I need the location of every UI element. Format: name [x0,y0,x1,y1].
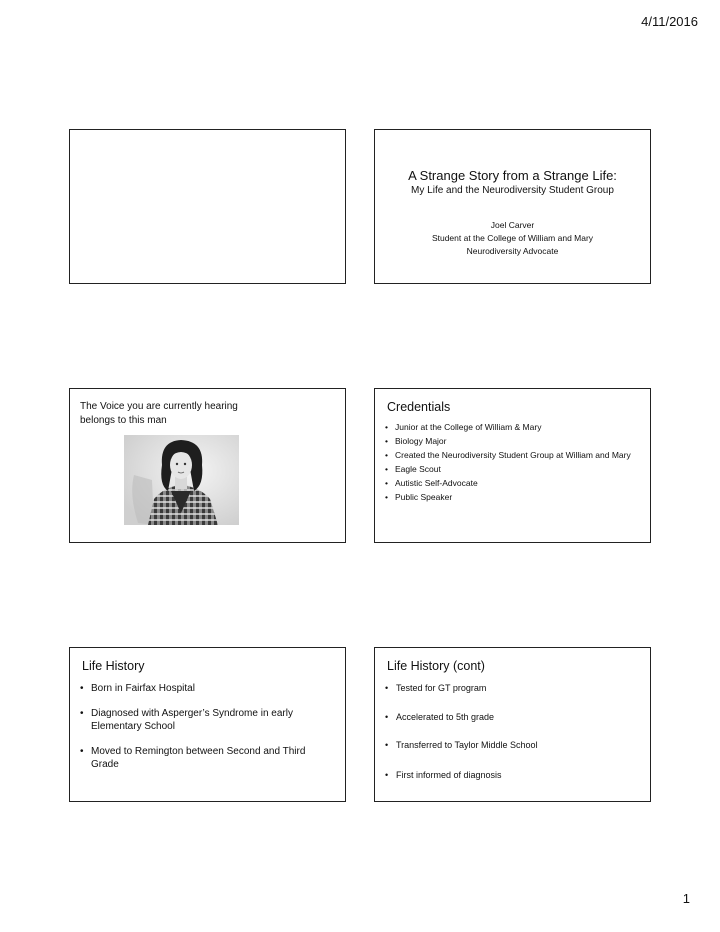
author-role: Neurodiversity Advocate [466,246,559,256]
title-block [375,168,650,196]
presentation-title: A Strange Story from a Strange Life: [408,168,617,183]
list-item: • Autistic Self-Advocate [385,478,642,489]
list-item: • First informed of diagnosis [385,769,640,782]
slide-6-life-history-cont [374,647,651,802]
slide-3-voice [69,388,346,543]
list-item: • Tested for GT program [385,682,640,695]
life-history-title: Life History [82,659,145,673]
life-history-list [80,682,335,783]
author-name: Joel Carver [490,220,535,230]
author-block [375,219,650,258]
credentials-title: Credentials [387,400,451,414]
life-history-cont-list [385,682,640,782]
list-item: • Created the Neurodiversity Student Group at William and Mary [385,450,642,461]
list-item: • Moved to Remington between Second and Third Grade [80,745,335,771]
author-affiliation: Student at the College of William and Mary [431,233,594,243]
list-item: • Born in Fairfax Hospital [80,682,335,695]
voice-caption: The Voice you are currently hearing belongs to this man [80,401,238,426]
list-item: • Biology Major [385,436,642,447]
page-date: 4/11/2016 [641,14,698,29]
portrait-photo-icon [124,435,239,525]
slide-1-blank [69,129,346,284]
slide-5-life-history [69,647,346,802]
page-number: 1 [682,891,690,906]
presentation-subtitle: My Life and the Neurodiversity Student Group [411,185,614,196]
list-item: • Accelerated to 5th grade [385,711,640,724]
life-history-cont-title: Life History (cont) [387,659,485,673]
list-item: • Public Speaker [385,492,642,503]
list-item: • Junior at the College of William & Mary [385,422,642,433]
credentials-list [385,422,642,506]
list-item: • Transferred to Taylor Middle School [385,739,640,752]
slide-2-title [374,129,651,284]
list-item: • Diagnosed with Asperger’s Syndrome in early Elementary School [80,707,335,733]
list-item: • Eagle Scout [385,464,642,475]
slide-4-credentials [374,388,651,543]
